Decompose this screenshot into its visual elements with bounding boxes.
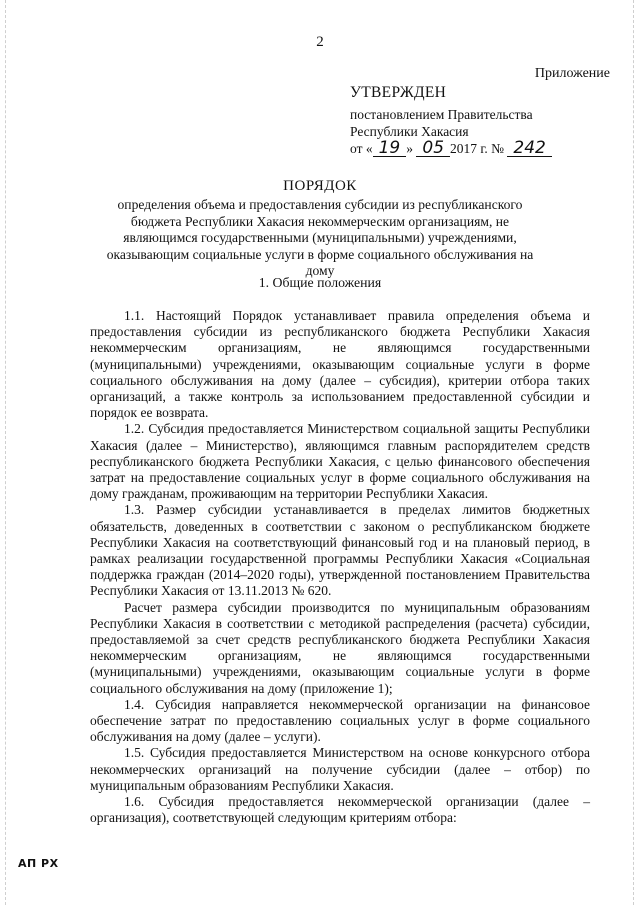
- paragraph-1-4: 1.4. Субсидия направляется некоммерческой организации на финансовое обеспечение затрат по предоставлению социальных услуг в форме социального обслуживания на дому (далее – услуги).: [90, 696, 590, 745]
- paragraph-1-5: 1.5. Субсидия предоставляется Министерством на основе конкурсного отбора некоммерческих организаций на получение субсидии (далее – отбор) по муниципальным образованиям Республики Хакасия.: [90, 745, 590, 793]
- approved-title: УТВЕРЖДЕН: [350, 84, 447, 101]
- handwritten-day: 19: [373, 140, 407, 157]
- left-edge-mark: [5, 0, 7, 905]
- page-number: 2: [316, 34, 324, 50]
- appendix-label: Приложение: [534, 66, 610, 81]
- right-edge-mark: [633, 0, 635, 905]
- footer-code: АП РХ: [18, 857, 59, 870]
- paragraph-1-1: 1.1. Настоящий Порядок устанавливает правила определения объема и предоставления субсидии из республиканского бюджета Республики Хакасия некоммерческим организациям, не являющимся государственными (муниципальными) учреждениями, оказывающим социальные услуги в форме социального обслуживания на дому (далее – субсидия), критерии отбора таких организаций, а также контроль за использованием предоставленной субсидии и порядок ее возврата.: [90, 308, 590, 421]
- approval-line-2: Республики Хакасия: [350, 124, 469, 139]
- body-text: [90, 308, 590, 827]
- approval-date-line: [350, 140, 610, 157]
- approval-line-1: постановлением Правительства: [350, 107, 533, 122]
- paragraph-1-2: 1.2. Субсидия предоставляется Министерством социальной защиты Республики Хакасия (далее – Министерство), являющимся главным распорядителем средств республиканского бюджета Республики Хакасия, с целью финансового обеспечения затрат на предоставление социальных услуг в форме социального обслуживания на дому гражданам, проживающим на территории Республики Хакасия.: [90, 421, 590, 502]
- paragraph-1-3: 1.3. Размер субсидии устанавливается в пределах лимитов бюджетных обязательств, доведенных в соответствии с законом о республиканском бюджете Республики Хакасия на соответствующий финансовый год и на плановый период, в рамках реализации государственной программы Республики Хакасия «Социальная поддержка граждан (2014–2020 годы), утвержденной постановлением Правительства Республики Хакасия от 13.11.2013 № 620.: [90, 502, 590, 599]
- date-year: 2017 г. №: [450, 141, 505, 156]
- date-prefix: от «: [350, 141, 373, 156]
- handwritten-number: 242: [507, 140, 551, 157]
- document-subtitle: определения объема и предоставления субсидии из республиканского бюджета Республики Хакасия некоммерческим организациям, не являющимся государственными (муниципальными) учреждениями, оказывающим социальные услуги в форме социального обслуживания на дому: [106, 197, 534, 278]
- document-title: ПОРЯДОК: [283, 178, 357, 194]
- approval-block: [350, 84, 610, 157]
- paragraph-calculation: Расчет размера субсидии производится по муниципальным образованиям Республики Хакасия в соответствии с методикой распределения (расчета) субсидии, предоставляемой за счет средств республиканского бюджета Республики Хакасия некоммерческим организациям, не являющимся государственными (муниципальными) учреждениями, оказывающим социальные услуги в форме социального обслуживания на дому (приложение 1);: [90, 599, 590, 696]
- handwritten-month: 05: [416, 140, 450, 157]
- paragraph-1-6: 1.6. Субсидия предоставляется некоммерческой организации (далее – организация), соответствующей следующим критериям отбора:: [90, 794, 590, 826]
- date-mid: »: [406, 141, 413, 156]
- section-heading: 1. Общие положения: [258, 275, 382, 290]
